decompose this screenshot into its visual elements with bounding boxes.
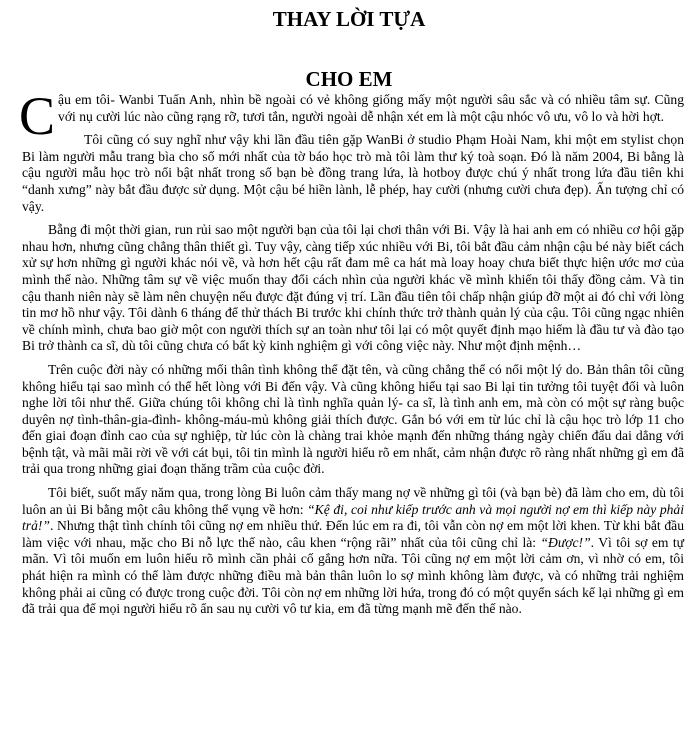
drop-cap: C <box>19 86 56 146</box>
page-title: THAY LỜI TỰA <box>272 7 426 31</box>
paragraph-5-text-2: . Nhưng thật tình chính tôi cũng nợ em nhiều thứ. Đến lúc em ra đi, tôi vẫn còn nợ em một lời khen. Từ khi bắt đầu làm việc với nhau, mặc cho Bi nỗ lực thế nào, câu khen “rộng rãi” nhất của tôi cũng chỉ là: <box>22 518 684 550</box>
paragraph-5-text-1: Tôi biết, suốt mấy năm qua, trong lòng Bi luôn cảm thấy mang nợ về những gì tôi (và bạn bè) đã làm cho em, dù tôi luôn an ủi Bi bằng một câu không thể vụng về hơn: <box>22 485 684 517</box>
body-text <box>19 86 684 625</box>
section-title: CHO EM <box>305 67 393 91</box>
paragraph-3: Bẵng đi một thời gian, run rủi sao một người bạn của tôi lại chơi thân với Bi. Vậy là hai anh em có nhiều cơ hội gặp nhau hơn, nhưng cũng chẳng thân thiết gì. Tuy vậy, càng tiếp xúc nhiều với Bi, tôi bắt đầu cảm nhận cậu bé này biết cách xử sự hơn những gì người khác nói về, và hơn hết cậu rất đam mê ca hát mà loay hoay chưa biết thực hiện ước mơ của mình thế nào. Những tâm sự về việc muốn thay đổi cách nhìn của người khác về mình khiến tôi thấy đồng cảm. Và tin cậu thanh niên này sẽ làm nên chuyện nếu được đặt đúng vị trí. Lần đầu tiên tôi chấp nhận giúp đỡ một ai đó chỉ với lòng tin mơ hồ như vậy. Tôi dành 6 tháng để thử thách Bi trước khi chính thức trở thành quản lý của cậu. Tôi cũng ngạc nhiên về chính mình, chưa bao giờ một con người thích sự an toàn như tôi lại có một quyết định mạo hiểm là đầu tư và đào tạo Bi trở thành ca sĩ, dù tôi cũng chưa có bất kỳ kinh nghiệm gì với công việc này. Như một định mệnh… <box>22 222 684 354</box>
paragraph-5-text-3: . Vì tôi sợ em tự mãn. Vì tôi muốn em luôn hiểu rõ mình cần phải cố gắng hơn nữa. Tôi cũng nợ em một lời cảm ơn, vì nhờ có em, tôi phát hiện ra mình có thể làm được những điều mà bản thân luôn lo sợ mình không làm được, và có những trải nghiệm không phải ai cũng có được trong cuộc đời. Tôi còn nợ em những lời hứa, trong đó có một quyển sách kể lại những gì em đã trải qua để mọi người hiểu rõ ẩn sau nụ cười vô tư kia, em đã từng mạnh mẽ đến thế nào. <box>22 534 684 617</box>
quote-2: “Được!” <box>540 534 591 550</box>
paragraph-1-text: ậu em tôi- Wanbi Tuấn Anh, nhìn bề ngoài có vẻ không giống mấy một người sâu sắc và có nhiều tâm sự. Cũng với nụ cười lúc nào cũng rạng rỡ, tươi tắn, người ngoài dễ nhận xét em là một cậu nhóc vô ưu, vô lo và hời hợt. <box>58 92 684 124</box>
paragraph-4: Trên cuộc đời này có những mối thân tình không thể đặt tên, và cũng chẳng thể có nổi một lý do. Bản thân tôi cũng không hiểu tại sao mình có thể hết lòng với Bi đến vậy. Và cũng không hiểu tại sao Bi lại tin tưởng tôi tuyệt đối và luôn nghe lời tôi như thế. Giữa chúng tôi không chỉ là tình nghĩa quản lý- ca sĩ, là tình anh em, mà còn có một sự ràng buộc duyên nợ tình-thân-gia-đình- không-máu-mủ không giải thích được. Gắn bó với em từ lúc chỉ là cậu học trò lớp 11 cho đến giai đoạn đỉnh cao của sự nghiệp, từ lúc còn là chàng trai khỏe mạnh đến những tháng ngày chiến đấu dai dẳng với bệnh tật, và mãi mãi rời về với cát bụi, tôi tin mình là người hiểu rõ em nhất, cảm nhận được rõ ràng nhất những gì em đã trải qua trong những giai đoạn thăng trầm của cuộc đời. <box>22 361 684 477</box>
paragraph-2: Tôi cũng có suy nghĩ như vậy khi lần đầu tiên gặp WanBi ở studio Phạm Hoài Nam, khi một em stylist chọn Bi làm người mẫu trang bìa cho số mới nhất của tờ báo học trò mà tôi làm thư ký toà soạn. Đó là năm 2004, Bi bằng là cậu người mẫu học trò nổi bật nhất trong số bạn bè đồng trang lứa, là hotboy được chú ý nhất trong lứa đầu tiên khi “danh xưng” này bắt đầu được sử dụng. Một cậu bé hiền lành, lễ phép, hay cười (nhưng cười chưa đẹp). Ấn tượng chỉ có vậy. <box>22 132 684 214</box>
paragraph-5 <box>22 485 684 618</box>
quote-1: “Kệ đi, coi như kiếp trước anh và mọi người nợ em thì kiếp này phải trả!” <box>22 501 684 534</box>
paragraph-1 <box>19 86 684 146</box>
